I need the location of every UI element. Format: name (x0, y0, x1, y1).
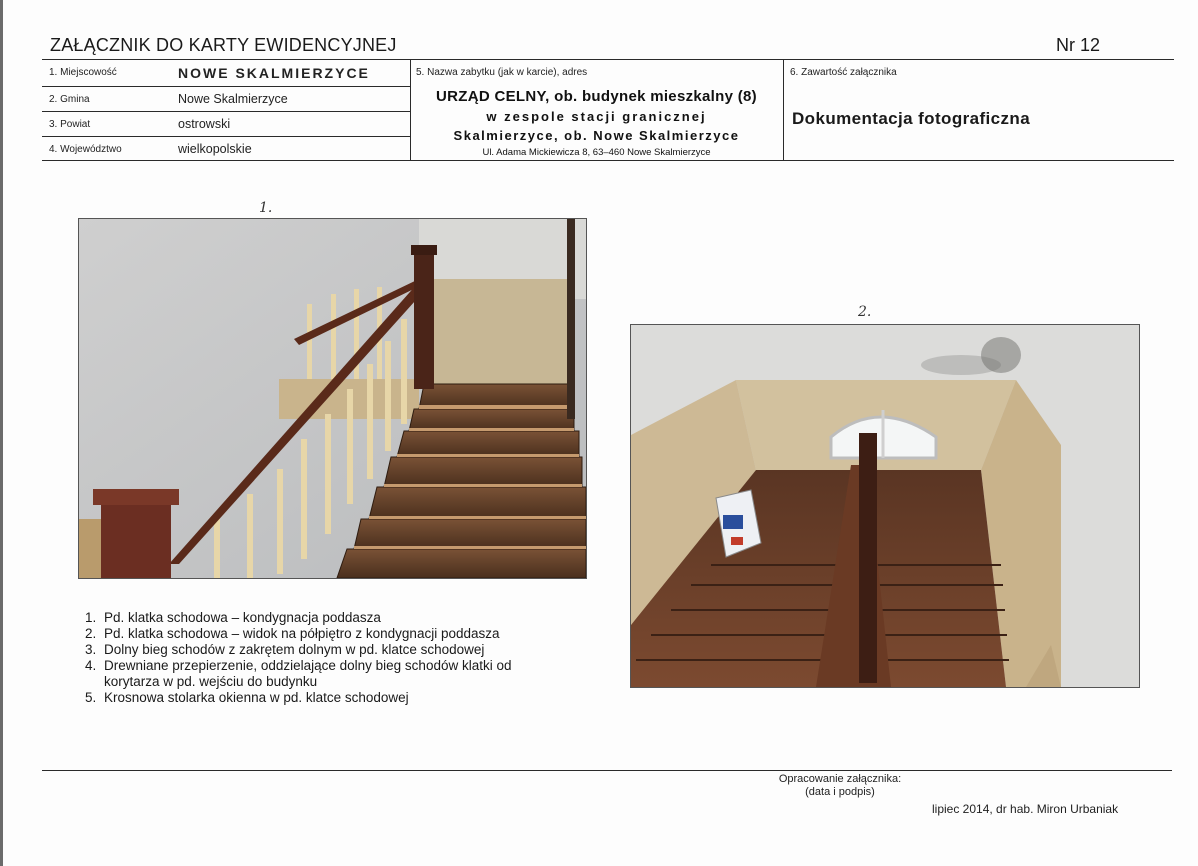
monument-address: Ul. Adama Mickiewicza 8, 63–460 Nowe Skalmierzyce (482, 147, 711, 158)
photo-mark-2: 2. (858, 304, 872, 320)
monument-name-line1: URZĄD CELNY, ob. budynek mieszkalny (8) (436, 88, 757, 105)
field-value-gmina: Nowe Skalmierzyce (178, 92, 288, 106)
caption-item-2: 2. Pd. klatka schodowa – widok na półpiętro z kondygnacji poddasza (100, 626, 570, 642)
photo-2-landing-view (630, 324, 1140, 688)
field-value-wojewodztwo: wielkopolskie (178, 142, 252, 156)
field-value-zawartosc: Dokumentacja fotograficzna (792, 109, 1031, 128)
field-label-gmina: 2. Gmina (49, 94, 90, 105)
table-top-rule (42, 59, 1174, 60)
field-value-miejscowosc: NOWE SKALMIERZYCE (178, 65, 370, 81)
table-bottom-rule (42, 160, 1174, 161)
footer-signature: lipiec 2014, dr hab. Miron Urbaniak (932, 802, 1119, 816)
monument-name-line2: w zespole stacji granicznej (486, 109, 707, 124)
photo-captions-list (76, 610, 570, 706)
attachment-number: Nr 12 (1056, 35, 1101, 55)
field-label-miejscowosc: 1. Miejscowość (49, 67, 117, 78)
field-label-zawartosc: 6. Zawartość załącznika (790, 67, 897, 78)
page-title: ZAŁĄCZNIK DO KARTY EWIDENCYJNEJ (50, 35, 397, 55)
footer-prepared-label: Opracowanie załącznika: (778, 773, 902, 785)
monument-name-line3: Skalmierzyce, ob. Nowe Skalmierzyce (453, 128, 740, 143)
footer-date-sign-label: (data i podpis) (805, 786, 875, 798)
scan-edge (0, 0, 3, 866)
caption-item-5: 5. Krosnowa stolarka okienna w pd. klatce schodowej (100, 690, 570, 706)
caption-item-3: 3. Dolny bieg schodów z zakrętem dolnym w pd. klatce schodowej (100, 642, 570, 658)
field-label-nazwa: 5. Nazwa zabytku (jak w karcie), adres (416, 67, 588, 78)
field-label-powiat: 3. Powiat (49, 119, 91, 130)
photo-1-image (79, 219, 586, 578)
field-value-powiat: ostrowski (178, 117, 231, 131)
photo-1-attic-stairs (78, 218, 587, 579)
row-rule-1 (42, 86, 410, 87)
caption-item-1: 1. Pd. klatka schodowa – kondygnacja poddasza (100, 610, 570, 626)
col-divider-2 (783, 59, 784, 161)
footer-rule (42, 770, 1172, 771)
caption-item-4: 4. Drewniane przepierzenie, oddzielające dolny bieg schodów klatki od korytarza w pd. wejściu do budynku (100, 658, 570, 690)
photo-mark-1: 1. (259, 200, 273, 216)
row-rule-2 (42, 111, 410, 112)
field-label-wojewodztwo: 4. Województwo (49, 144, 122, 155)
row-rule-3 (42, 136, 410, 137)
photo-2-image (631, 325, 1139, 687)
